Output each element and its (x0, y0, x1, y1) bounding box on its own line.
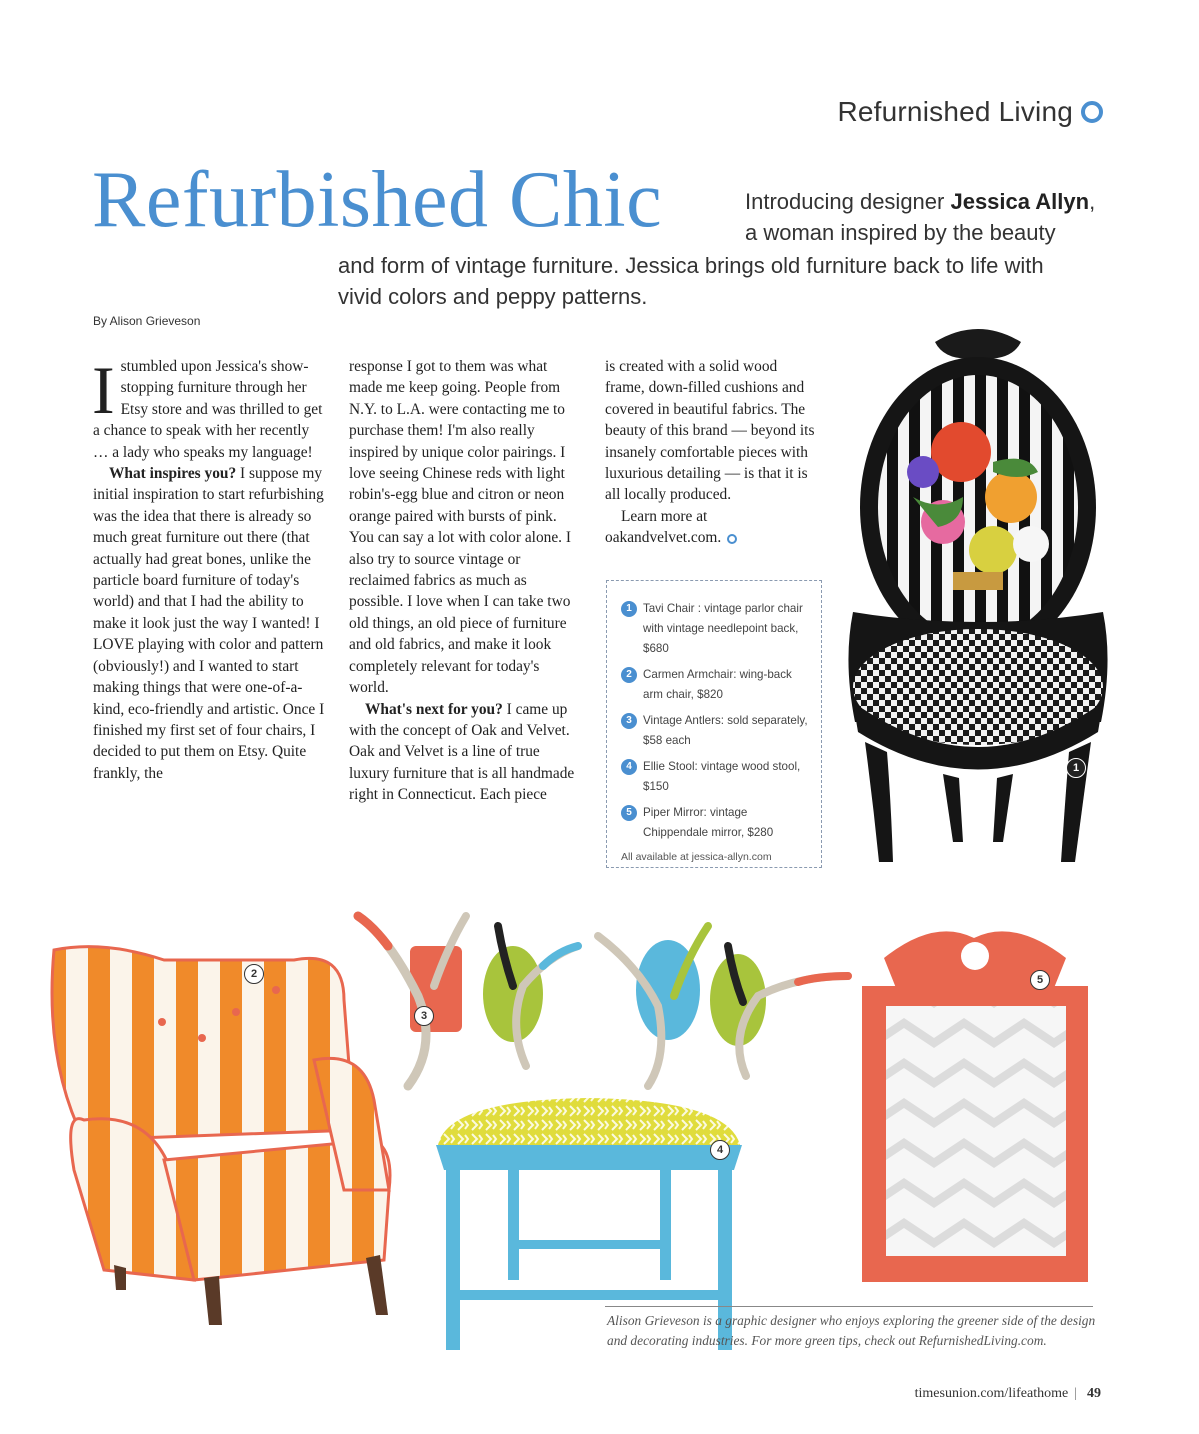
body-column-3 (605, 356, 819, 549)
number-badge: 3 (621, 713, 637, 729)
product-text: Piper Mirror: vintage Chippendale mirror, $280 (643, 806, 774, 839)
paragraph-2 (93, 463, 325, 784)
byline: By Alison Grieveson (93, 314, 201, 328)
circle-icon (727, 534, 737, 544)
article-title: Refurbished Chic (92, 156, 663, 244)
answer-2-continued: is created with a solid wood frame, down-filled cushions and covered in beautiful fabrics. The beauty of this brand — beyond its insanely comfortable pieces with luxurious detailing — is that it is all locally produced. (605, 358, 815, 504)
learn-more (605, 506, 819, 549)
footer-url: timesunion.com/lifeathome (914, 1386, 1069, 1401)
product-item (621, 711, 813, 751)
number-badge: 4 (621, 759, 637, 775)
availability-note: All available at jessica-allyn.com (621, 851, 772, 863)
product-item (621, 803, 813, 843)
piper-mirror-photo (844, 928, 1106, 1284)
product-item (621, 599, 813, 659)
intro-line-2: a woman inspired by the beauty (745, 220, 1056, 245)
section-title: Refurnished Living (837, 96, 1073, 127)
photo-badge-5: 5 (1030, 970, 1050, 990)
page-footer (915, 1386, 1101, 1402)
page-number: 49 (1087, 1386, 1101, 1401)
photo-badge-1: 1 (1066, 758, 1086, 778)
photo-badge-3: 3 (414, 1006, 434, 1026)
photo-badge-4: 4 (710, 1140, 730, 1160)
answer-2: I came up with the concept of Oak and Velvet. Oak and Velvet is a line of true luxury furniture that is all handmade right in Connecticut. Each piece (349, 700, 575, 804)
product-item (621, 665, 813, 705)
body-column-1 (92, 352, 325, 784)
circle-icon (1081, 101, 1103, 123)
product-text: Tavi Chair : vintage parlor chair with vintage needlepoint back, $680 (643, 602, 803, 655)
body-column-2 (349, 356, 581, 806)
photo-badge-2: 2 (244, 964, 264, 984)
paragraph-1 (92, 352, 325, 463)
intro-text-top (745, 186, 1105, 248)
intro-prefix: Introducing designer (745, 189, 951, 214)
tavi-chair-photo (843, 322, 1113, 870)
paragraph-3 (349, 699, 581, 806)
caption-divider (605, 1306, 1093, 1307)
number-badge: 2 (621, 667, 637, 683)
answer-1-continued: response I got to them was what made me keep going. People from N.Y. to L.A. were contacting me to purchase them! I'm also really inspired by unique color pairings. I love seeing Chinese reds with light robin's-egg blue and citron or neon orange paired with bursts of pink. You can say a lot with color alone. I also try to source vintage or reclaimed fabrics as much as possible. I love when I can take two old things, an old piece of furniture and old fabrics, and make it look completely relevant for today's world. (349, 358, 571, 697)
paragraph-1-text: stumbled upon Jessica's show-stopping furniture through her Etsy store and was thrilled to get a chance to speak with her recently … a lady who speaks my language! (93, 358, 323, 461)
author-caption: Alison Grieveson is a graphic designer who enjoys exploring the greener side of the design and decorating industries. For more green tips, check out RefurnishedLiving.com. (607, 1313, 1096, 1348)
intro-comma: , (1089, 189, 1096, 214)
question-2: What's next for you? (365, 700, 503, 718)
learn-more-text: Learn more at oakandvelvet.com. (605, 507, 722, 547)
question-1: What inspires you? (109, 465, 237, 483)
number-badge: 1 (621, 601, 637, 617)
intro-text-bottom: and form of vintage furniture. Jessica brings old furniture back to life with vivid colors and peppy patterns. (338, 253, 1044, 309)
product-text: Carmen Armchair: wing-back arm chair, $820 (643, 668, 792, 701)
answer-1: I suppose my initial inspiration to start refurbishing was the idea that there is already so much great furniture out there (that actually had great bones, unlike the particle board furniture of today's world) and that I had the ability to make it look just the way I wanted! I LOVE playing with color and pattern (obviously!) and I wanted to start making things that were one-of-a-kind, eco-friendly and artistic. Once I finished my first set of four chairs, I decided to put them on Etsy. Quite frankly, the (93, 465, 325, 782)
designer-name: Jessica Allyn (950, 189, 1090, 214)
vintage-antlers-photo (348, 906, 858, 1104)
number-badge: 5 (621, 805, 637, 821)
product-text: Ellie Stool: vintage wood stool, $150 (643, 760, 801, 793)
drop-cap: I (92, 352, 115, 428)
product-text: Vintage Antlers: sold separately, $58 each (643, 714, 808, 747)
product-item (621, 757, 813, 797)
product-info-box (606, 580, 822, 868)
section-header (837, 96, 1103, 128)
footer-separator: | (1074, 1386, 1077, 1401)
